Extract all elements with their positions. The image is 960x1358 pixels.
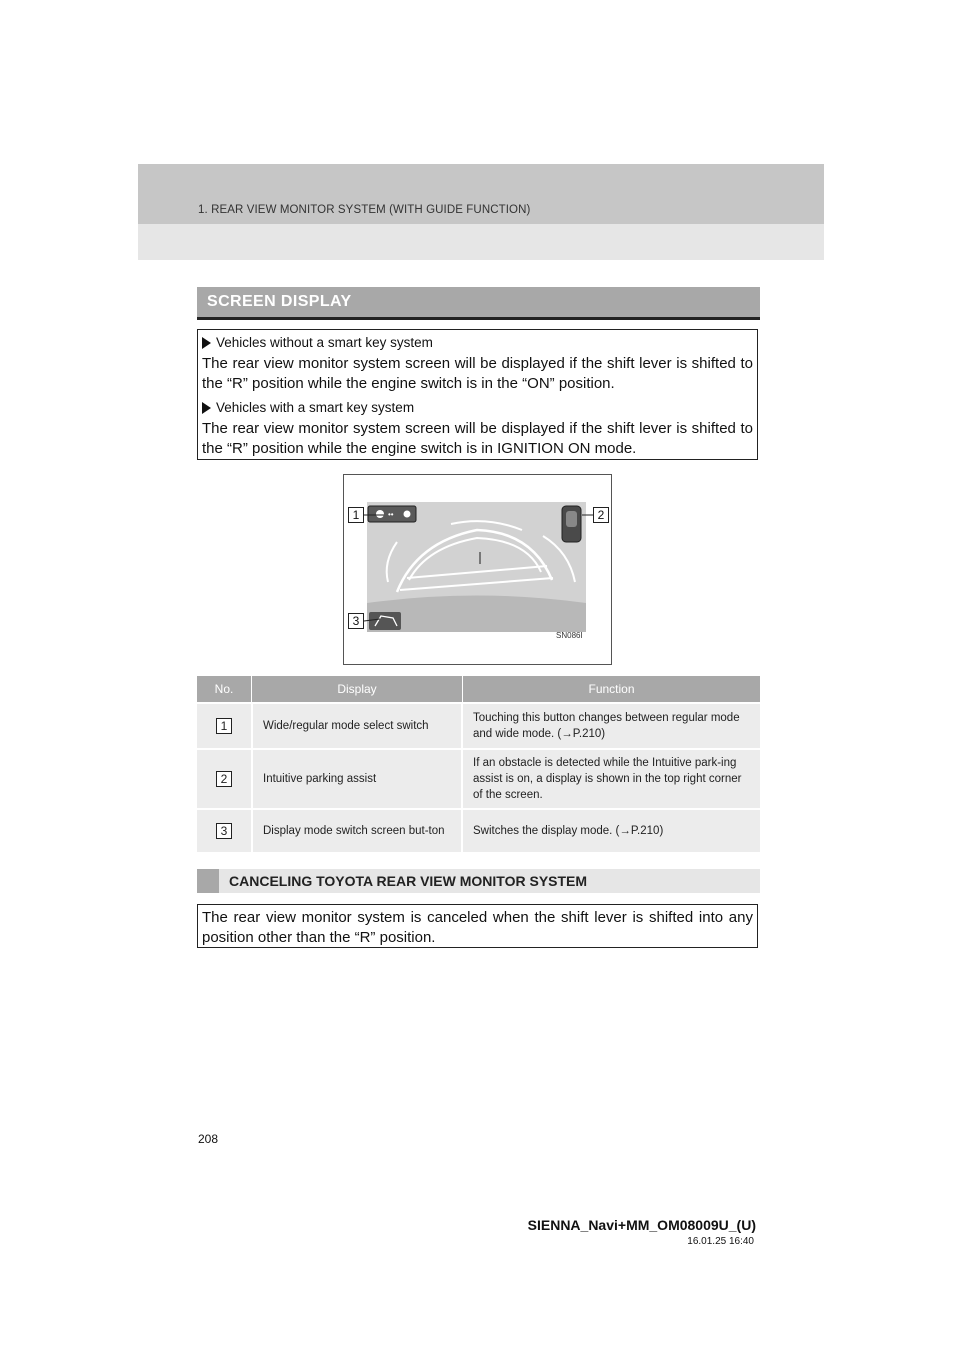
row-number: 1 xyxy=(216,718,232,734)
figure-code: SN086I xyxy=(556,631,583,640)
subsection-swatch xyxy=(197,869,219,893)
display-cell: Wide/regular mode select switch xyxy=(253,704,463,748)
subsection-title-bar xyxy=(197,869,760,893)
display-cell: Intuitive parking assist xyxy=(253,750,463,808)
table-header-row xyxy=(197,676,760,702)
table-row xyxy=(197,702,760,748)
canceling-info-box: The rear view monitor system is canceled when the shift lever is shifted into any position other than the “R” position. xyxy=(197,904,758,948)
subheading-text: Vehicles with a smart key system xyxy=(216,400,415,415)
display-cell: Display mode switch screen but-ton xyxy=(253,810,463,852)
callout-3: 3 xyxy=(348,613,364,629)
paragraph-no-smart-key: The rear view monitor system screen will be displayed if the shift lever is shifted to the “R” position while the engine switch is in the “ON” position. xyxy=(202,355,753,392)
subsection-title: CANCELING TOYOTA REAR VIEW MONITOR SYSTEM xyxy=(229,873,588,889)
function-cell: Touching this button changes between regular mode and wide mode. (→P.210) xyxy=(473,712,740,740)
svg-text:••: •• xyxy=(388,510,394,519)
row-number-cell xyxy=(197,750,253,808)
section-title: SCREEN DISPLAY xyxy=(207,293,352,310)
header-no: No. xyxy=(197,676,252,702)
row-number-cell xyxy=(197,810,253,852)
callout-2: 2 xyxy=(593,507,609,523)
paragraph-smart-key: The rear view monitor system screen will be displayed if the shift lever is shifted to the “R” position while the engine switch is in IGNITION ON mode. xyxy=(202,420,753,457)
document-date: 16.01.25 16:40 xyxy=(687,1236,754,1247)
header-function: Function xyxy=(588,682,635,696)
row-number: 3 xyxy=(216,823,232,839)
callout-1: 1 xyxy=(348,507,364,523)
function-cell: If an obstacle is detected while the Intuitive park-ing assist is on, a display is shown in the top right corner of the screen. xyxy=(473,757,742,801)
display-function-table xyxy=(197,676,760,852)
chapter-title: 1. REAR VIEW MONITOR SYSTEM (WITH GUIDE FUNCTION) xyxy=(198,204,531,216)
table-row xyxy=(197,808,760,852)
page-number: 208 xyxy=(198,1132,219,1146)
function-cell: Switches the display mode. (→P.210) xyxy=(473,825,664,837)
row-number-cell xyxy=(197,704,253,748)
row-number: 2 xyxy=(216,771,232,787)
table-row xyxy=(197,748,760,808)
document-id: SIENNA_Navi+MM_OM08009U_(U) xyxy=(527,1217,756,1233)
header-display: Display xyxy=(252,676,463,702)
subheading-text: Vehicles without a smart key system xyxy=(216,335,433,350)
